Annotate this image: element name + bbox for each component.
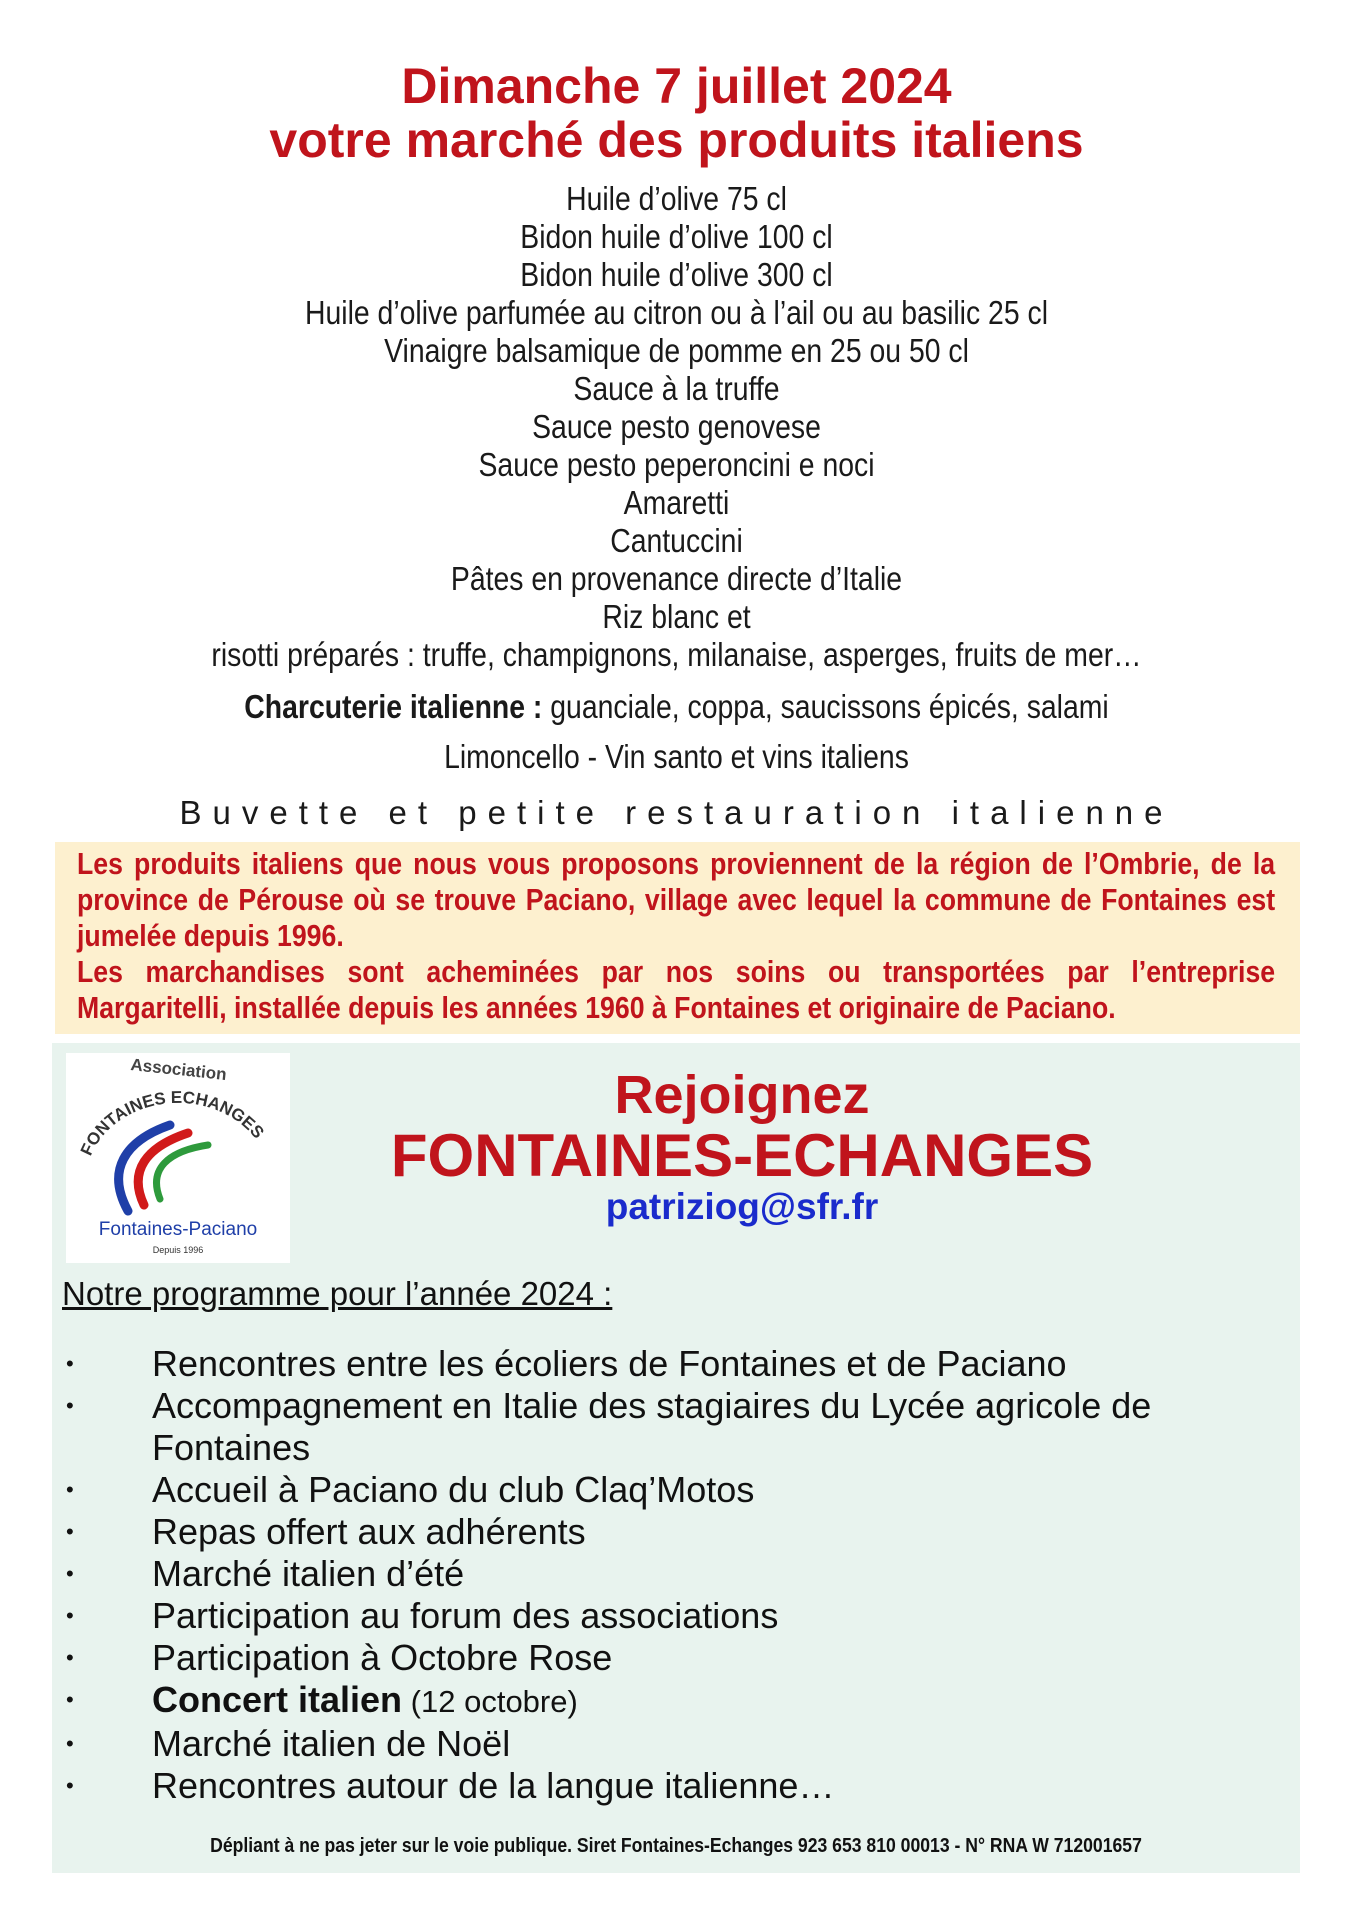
list-item-text: Marché italien d’été <box>152 1553 465 1594</box>
list-item <box>52 1385 1300 1469</box>
bullet-icon: • <box>66 1519 74 1544</box>
product-list <box>95 180 1259 674</box>
join-heading: Rejoignez <box>614 1065 870 1125</box>
bullet-icon: • <box>66 1477 74 1502</box>
list-item-text: Participation au forum des associations <box>152 1595 779 1636</box>
list-item-text: Participation à Octobre Rose <box>152 1637 613 1678</box>
concert-date: (12 octobre) <box>402 1684 578 1719</box>
list-item <box>52 1637 1300 1679</box>
legal-footer: Dépliant à ne pas jeter sur le voie publique. Siret Fontaines-Echanges 923 653 810 00013 - N° RNA W 712001657 <box>210 1835 1142 1857</box>
list-item <box>52 1723 1300 1765</box>
bullet-icon: • <box>66 1561 74 1586</box>
bullet-icon: • <box>66 1731 74 1756</box>
list-item <box>52 1553 1300 1595</box>
contact-email[interactable]: patriziog@sfr.fr <box>605 1186 879 1227</box>
product-item: Sauce pesto genovese <box>532 408 821 445</box>
product-item: Huile d’olive 75 cl <box>566 180 787 217</box>
charcuterie-line <box>95 688 1259 726</box>
association-name: FONTAINES-ECHANGES <box>390 1122 1094 1189</box>
logo-since-text: Depuis 1996 <box>152 1245 204 1255</box>
bullet-icon: • <box>66 1773 74 1798</box>
programme-title: Notre programme pour l’année 2024 : <box>62 1275 613 1312</box>
logo-bottom-text: Fontaines-Paciano <box>98 1219 258 1240</box>
list-item-text: Accompagnement en Italie des stagiaires du Lycée agricole de Fontaines <box>152 1385 1152 1468</box>
drinks-line: Limoncello - Vin santo et vins italiens <box>444 738 909 775</box>
list-item <box>52 1511 1300 1553</box>
event-date-title: Dimanche 7 juillet 2024 <box>401 58 952 114</box>
list-item-text: Rencontres entre les écoliers de Fontaines et de Paciano <box>152 1343 1067 1384</box>
logo-arc-text: FONTAINES ECHANGES <box>76 1087 268 1159</box>
transport-paragraph: Les marchandises sont acheminées par nos soins ou transportées par l’entreprise Margaritelli, installée depuis les années 1960 à Fontaines et originaire de Paciano. <box>77 954 1276 1025</box>
bullet-icon: • <box>66 1687 74 1712</box>
bullet-icon: • <box>66 1603 74 1628</box>
product-item: Vinaigre balsamique de pomme en 25 ou 50 cl <box>384 332 969 369</box>
list-item <box>52 1679 1300 1723</box>
list-item-text: Rencontres autour de la langue italienne… <box>152 1765 835 1806</box>
list-item-text: Repas offert aux adhérents <box>152 1511 586 1552</box>
product-item: Bidon huile d’olive 100 cl <box>520 218 833 255</box>
charcuterie-text: guanciale, coppa, saucissons épicés, salami <box>542 688 1109 725</box>
list-item-text: Marché italien de Noël <box>152 1723 511 1764</box>
product-item: risotti préparés : truffe, champignons, milanaise, asperges, fruits de mer… <box>211 636 1142 673</box>
bullet-icon: • <box>66 1351 74 1376</box>
list-item <box>52 1765 1300 1807</box>
logo-top-text: Association <box>129 1055 228 1085</box>
list-item <box>52 1343 1300 1385</box>
product-item: Amaretti <box>623 484 730 521</box>
list-item-text: Accueil à Paciano du club Claq’Motos <box>152 1469 755 1510</box>
product-item: Sauce à la truffe <box>573 370 780 407</box>
bullet-icon: • <box>66 1645 74 1670</box>
product-item: Cantuccini <box>610 522 743 559</box>
market-title: votre marché des produits italiens <box>269 112 1084 168</box>
product-item: Huile d’olive parfumée au citron ou à l’ail ou au basilic 25 cl <box>304 294 1049 331</box>
concert-label: Concert italien <box>152 1679 403 1720</box>
product-item: Pâtes en provenance directe d’Italie <box>450 560 903 597</box>
charcuterie-label: Charcuterie italienne : <box>244 688 543 725</box>
list-item <box>52 1469 1300 1511</box>
product-item: Riz blanc et <box>602 598 751 635</box>
bullet-icon: • <box>66 1393 74 1418</box>
product-item: Sauce pesto peperoncini e noci <box>478 446 875 483</box>
product-item: Bidon huile d’olive 300 cl <box>520 256 833 293</box>
association-section <box>52 1043 1300 1873</box>
origin-info-box <box>55 842 1300 1034</box>
list-item <box>52 1595 1300 1637</box>
programme-list <box>52 1343 1300 1807</box>
origin-paragraph: Les produits italiens que nous vous proposons proviennent de la région de l’Ombrie, de la province de Pérouse où se trouve Paciano, village avec lequel la commune de Fontaines est jumelée depuis 1996. <box>77 846 1276 953</box>
buvette-banner: Buvette et petite restauration italienne <box>179 794 1174 831</box>
